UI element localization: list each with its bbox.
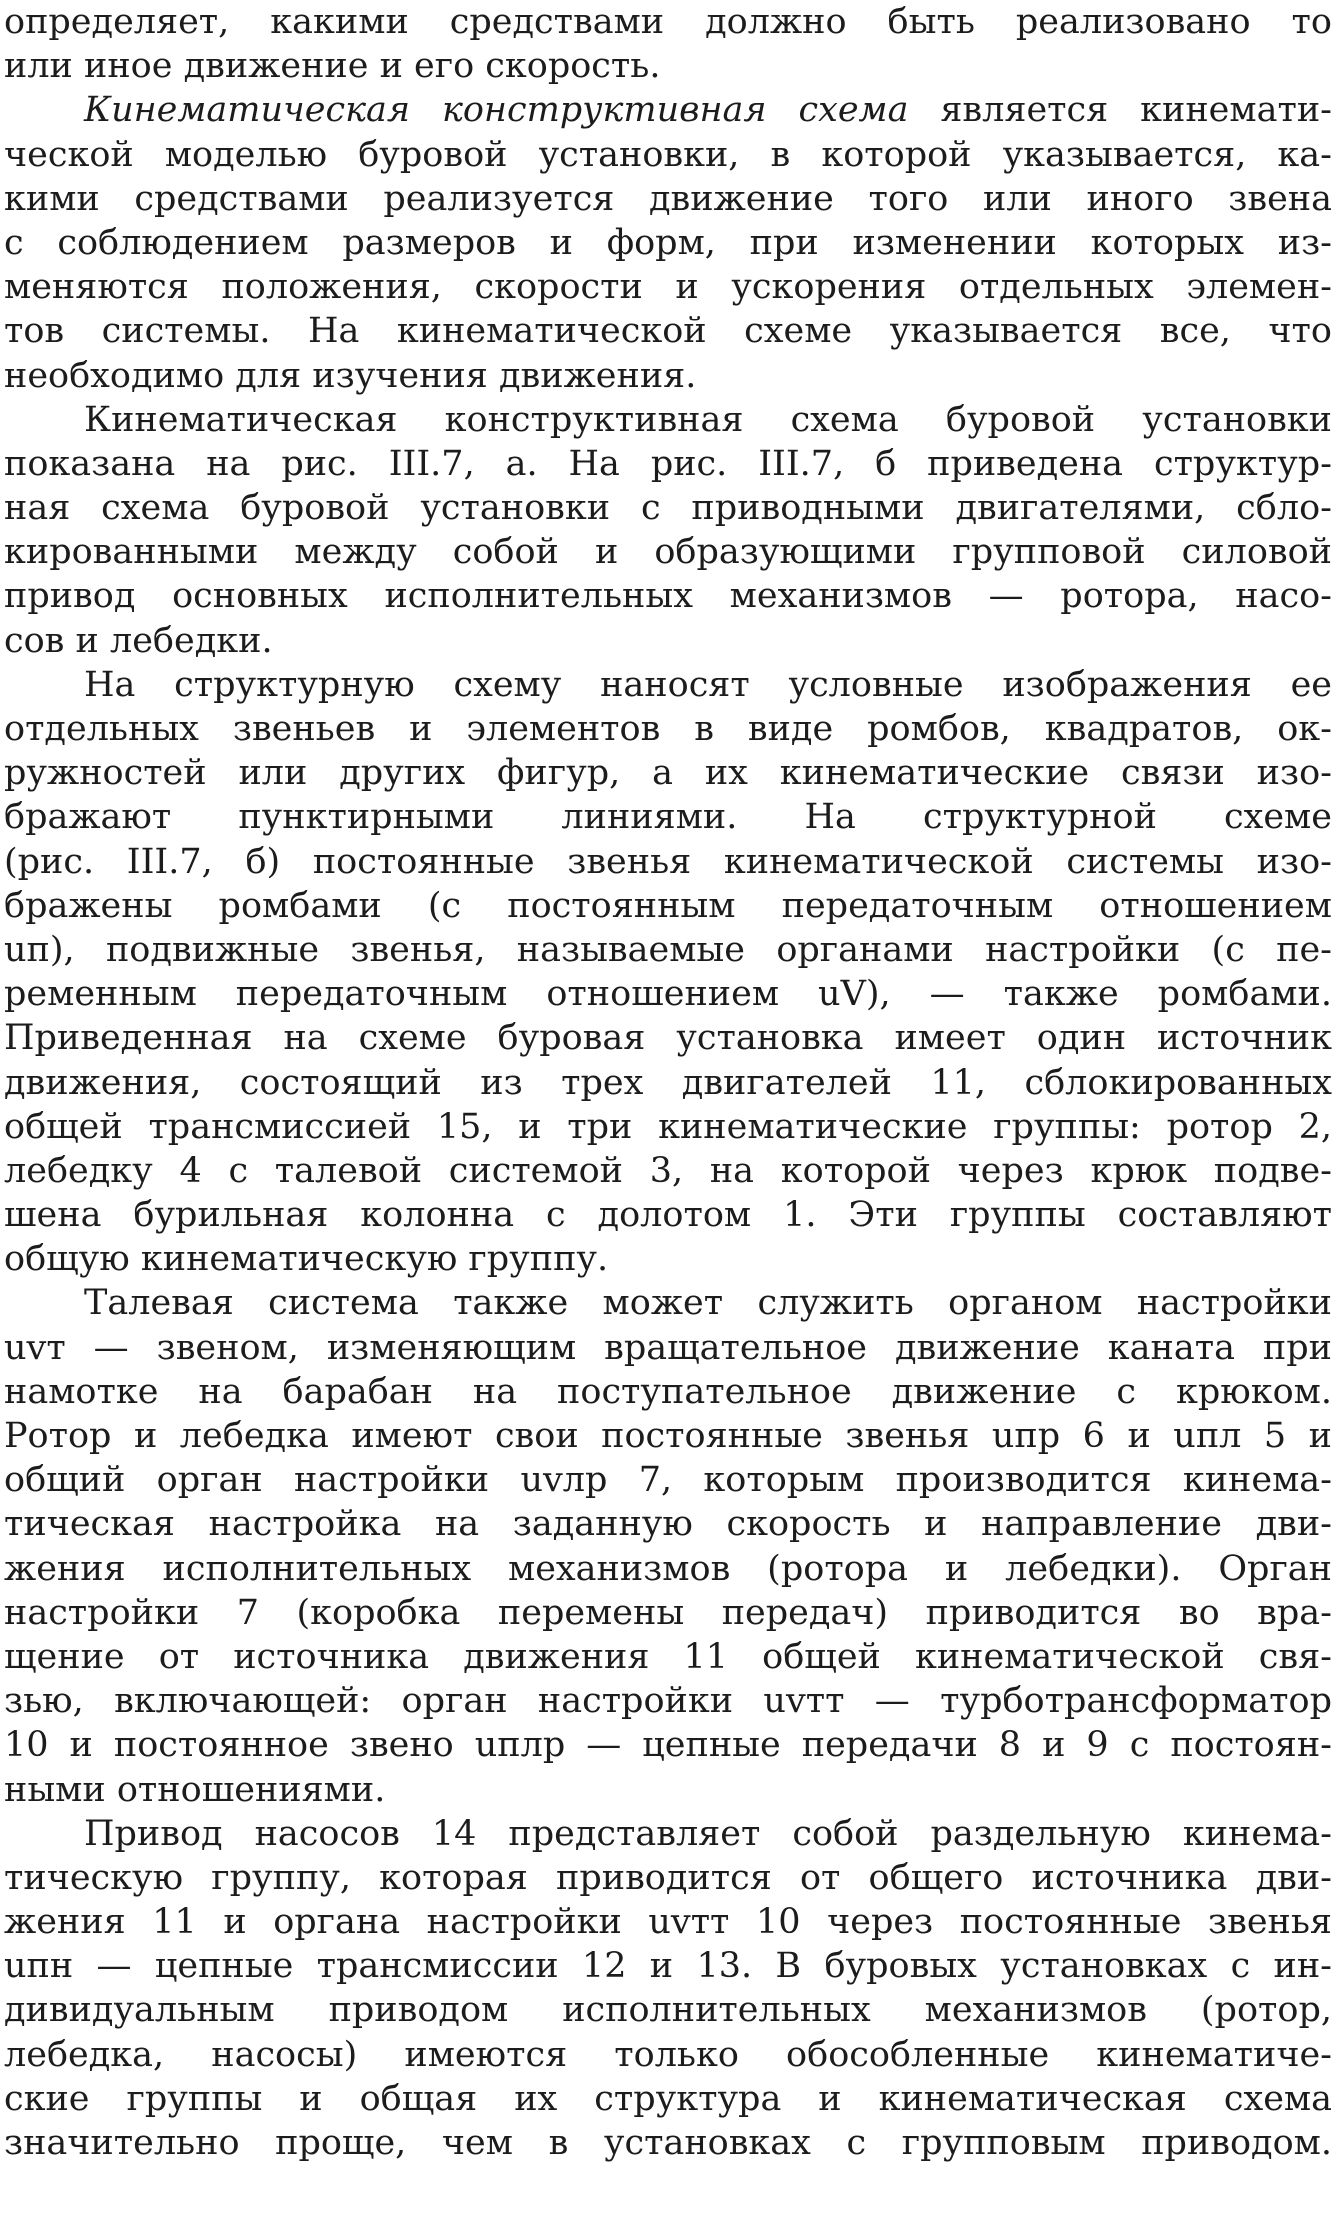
text-line: ная схема буровой установки с приводными двигателями, сбло- bbox=[4, 488, 1332, 529]
text-line: определяет, какими средствами должно быть реализовано то bbox=[4, 2, 1332, 42]
text-line: намотке на барабан на поступательное движение с крюком. bbox=[4, 1371, 1332, 1412]
text-line: ременным передаточным отношением uV), — также ромбами. bbox=[4, 974, 1332, 1015]
text-line: На структурную схему наносят условные изображения ее bbox=[84, 664, 1332, 705]
text-line: кированными между собой и образующими групповой силовой bbox=[4, 532, 1332, 573]
text-line: движения, состоящий из трех двигателей 11, сблокированных bbox=[4, 1062, 1332, 1103]
text-line: общей трансмиссией 15, и три кинематические группы: ротор 2, bbox=[4, 1106, 1332, 1147]
text-line: отдельных звеньев и элементов в виде ромбов, квадратов, ок- bbox=[4, 709, 1332, 749]
text-line: с соблюдением размеров и форм, при изменении которых из- bbox=[4, 222, 1332, 263]
text-line: тическая настройка на заданную скорость и направление дви- bbox=[4, 1504, 1332, 1545]
text-line: значительно проще, чем в установках с групповым приводом. bbox=[4, 2123, 1332, 2163]
text-line: ские группы и общая их структура и кинематическая схема bbox=[4, 2078, 1332, 2119]
text-line: ческой моделью буровой установки, в которой указывается, ка- bbox=[4, 134, 1332, 175]
text-line: щение от источника движения 11 общей кинематической свя- bbox=[4, 1636, 1332, 1677]
text-line: жения исполнительных механизмов (ротора и лебедки). Орган bbox=[4, 1548, 1332, 1589]
text-line: лебедка, насосы) имеются только обособленные кинематиче- bbox=[4, 2034, 1332, 2075]
text-line: шена бурильная колонна с долотом 1. Эти группы составляют bbox=[4, 1195, 1332, 1236]
text-line: настройки 7 (коробка перемены передач) приводится во вра- bbox=[4, 1592, 1332, 1633]
text-line: uпн — цепные трансмиссии 12 и 13. В буровых установках с ин- bbox=[4, 1946, 1332, 1987]
text-line: необходимо для изучения движения. bbox=[4, 355, 697, 396]
text-line: бражены ромбами (с постоянным передаточным отношением bbox=[4, 885, 1332, 926]
text-line: тов системы. На кинематической схеме указывается все, что bbox=[4, 311, 1332, 352]
text-line: кими средствами реализуется движение того или иного звена bbox=[4, 178, 1332, 219]
text-line: привод основных исполнительных механизмов — ротора, насо- bbox=[4, 576, 1332, 617]
text-line: ными отношениями. bbox=[4, 1769, 386, 1810]
text-line: uп), подвижные звенья, называемые органами настройки (с пе- bbox=[4, 929, 1332, 970]
text-line: зью, включающей: орган настройки uvтт — турботрансформатор bbox=[4, 1681, 1332, 1722]
text-line: бражают пунктирными линиями. На структурной схеме bbox=[4, 797, 1332, 838]
text-line: uvт — звеном, изменяющим вращательное движение каната при bbox=[4, 1327, 1332, 1368]
text-line: Ротор и лебедка имеют свои постоянные звенья uпр 6 и uпл 5 и bbox=[4, 1416, 1332, 1456]
text-line: тическую группу, которая приводится от общего источника дви- bbox=[4, 1857, 1332, 1898]
text-line: общий орган настройки uvлр 7, которым производится кинема- bbox=[4, 1460, 1332, 1501]
text-line: или иное движение и его скорость. bbox=[4, 46, 661, 87]
text-line: меняются положения, скорости и ускорения отдельных элемен- bbox=[4, 267, 1332, 308]
document-page bbox=[4, 0, 1332, 2214]
text-line: дивидуальным приводом исполнительных механизмов (ротор, bbox=[4, 1990, 1332, 2031]
text-line: сов и лебедки. bbox=[4, 620, 273, 661]
text-line: Привод насосов 14 представляет собой раздельную кинема- bbox=[84, 1813, 1332, 1854]
text-line: 10 и постоянное звено uплр — цепные передачи 8 и 9 с постоян- bbox=[4, 1725, 1332, 1766]
text-line: общую кинематическую группу. bbox=[4, 1239, 609, 1280]
text-line: Талевая система также может служить органом настройки bbox=[84, 1283, 1332, 1324]
text-line: лебедку 4 с талевой системой 3, на которой через крюк подве- bbox=[4, 1150, 1332, 1191]
text-line: Приведенная на схеме буровая установка имеет один источник bbox=[4, 1018, 1332, 1059]
text-line: жения 11 и органа настройки uvтт 10 через постоянные звенья bbox=[4, 1902, 1332, 1943]
text-line: Кинематическая конструктивная схема буровой установки bbox=[84, 399, 1332, 440]
text-line: Кинематическая конструктивная схема является кинемати- bbox=[84, 90, 1332, 131]
text-line: ружностей или других фигур, а их кинематические связи изо- bbox=[4, 753, 1332, 794]
text-line: (рис. III.7, б) постоянные звенья кинематической системы изо- bbox=[4, 841, 1332, 882]
text-line: показана на рис. III.7, а. На рис. III.7, б приведена структур- bbox=[4, 443, 1332, 484]
